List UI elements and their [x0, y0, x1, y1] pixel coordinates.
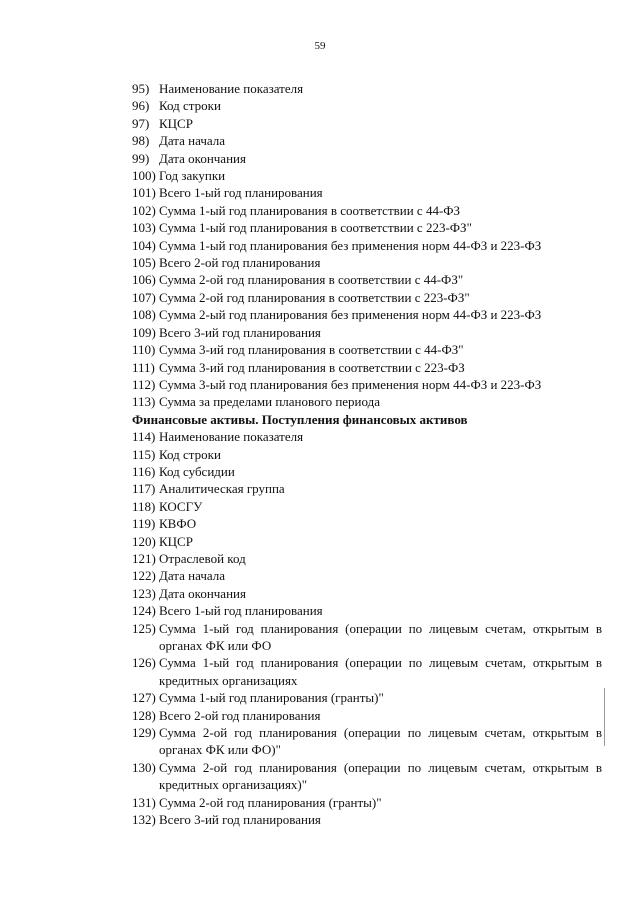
list-item [132, 724, 602, 759]
item-text: Код субсидии [159, 463, 235, 479]
item-text: Сумма за пределами планового периода [159, 394, 381, 410]
item-text: Всего 2-ой год планирования [159, 255, 321, 271]
item-number: 113) [132, 394, 156, 410]
list-item [132, 515, 602, 532]
list-section-b [132, 428, 602, 828]
list-item [132, 324, 602, 341]
item-number: 95) [132, 81, 150, 96]
item-number: 114) [132, 429, 156, 445]
item-number: 116) [132, 463, 156, 479]
item-text: Год закупки [159, 168, 226, 184]
item-text: Сумма 3-ый год планирования без применения норм 44-ФЗ и 223-ФЗ [159, 376, 542, 392]
list-item [132, 341, 602, 358]
list-item [132, 132, 602, 149]
item-number: 126) [132, 655, 156, 671]
item-text: Код строки [159, 98, 221, 114]
document-body [132, 80, 602, 828]
list-item [132, 567, 602, 584]
item-number: 102) [132, 202, 156, 218]
item-number: 124) [132, 603, 156, 619]
item-number: 120) [132, 533, 156, 549]
item-number: 108) [132, 307, 156, 323]
list-item [132, 707, 602, 724]
list-item [132, 585, 602, 602]
list-item [132, 237, 602, 254]
item-number: 109) [132, 324, 156, 340]
item-text: КЦСР [159, 533, 193, 549]
item-number: 127) [132, 690, 156, 706]
list-item [132, 759, 602, 794]
item-text: Сумма 2-ой год планирования (операции по лицевым счетам, открытым в кредитных организациях)" [159, 759, 602, 793]
item-number: 107) [132, 289, 156, 305]
list-item [132, 97, 602, 114]
item-number: 101) [132, 185, 156, 201]
list-item [132, 271, 602, 288]
item-text: Сумма 1-ый год планирования (операции по лицевым счетам, открытым в кредитных организациях [159, 655, 602, 688]
item-number: 123) [132, 585, 156, 601]
list-item [132, 602, 602, 619]
item-number: 96) [132, 98, 150, 114]
item-text: Всего 1-ый год планирования [159, 603, 323, 619]
list-item [132, 254, 602, 271]
list-section-a [132, 80, 602, 411]
item-number: 103) [132, 220, 156, 236]
list-item [132, 359, 602, 376]
item-text: Сумма 1-ый год планирования в соответствии с 223-ФЗ" [159, 220, 472, 236]
list-item [132, 306, 602, 323]
item-number: 105) [132, 255, 156, 271]
list-item [132, 533, 602, 550]
item-text: Сумма 1-ый год планирования в соответствии с 44-ФЗ [159, 202, 461, 218]
item-number: 100) [132, 168, 156, 184]
section-heading: Финансовые активы. Поступления финансовых активов [132, 411, 468, 427]
item-number: 110) [132, 342, 156, 358]
item-number: 129) [132, 725, 156, 741]
item-number: 104) [132, 237, 156, 253]
item-text: Всего 3-ий год планирования [159, 324, 321, 340]
item-text: Код строки [159, 446, 221, 462]
list-item [132, 463, 602, 480]
list-item [132, 219, 602, 236]
list-item [132, 428, 602, 445]
item-number: 122) [132, 568, 156, 584]
item-number: 99) [132, 150, 150, 166]
item-number: 111) [132, 359, 155, 375]
item-number: 125) [132, 620, 156, 636]
item-text: Сумма 2-ый год планирования без применения норм 44-ФЗ и 223-ФЗ [159, 307, 542, 323]
list-item [132, 794, 602, 811]
item-text: КОСГУ [159, 498, 203, 514]
list-item [132, 202, 602, 219]
list-item [132, 167, 602, 184]
item-text: Сумма 2-ой год планирования в соответствии с 44-ФЗ" [159, 272, 464, 288]
item-text: Наименование показателя [159, 429, 304, 445]
item-text: Сумма 2-ой год планирования (гранты)" [159, 794, 382, 810]
page-number: 59 [314, 40, 326, 52]
item-text: Всего 3-ий год планирования [159, 812, 321, 828]
item-number: 131) [132, 794, 156, 810]
item-text: Отраслевой код [159, 550, 246, 566]
list-item [132, 184, 602, 201]
item-text: Дата начала [159, 568, 226, 584]
list-item [132, 620, 602, 655]
list-item [132, 376, 602, 393]
item-text: Сумма 3-ий год планирования в соответствии с 223-ФЗ [159, 359, 465, 375]
item-text: Дата окончания [159, 585, 246, 601]
list-item [132, 115, 602, 132]
item-text: Наименование показателя [159, 81, 304, 96]
item-number: 118) [132, 498, 156, 514]
scan-edge-mark [604, 688, 605, 746]
list-item [132, 446, 602, 463]
list-item [132, 150, 602, 167]
item-text: КЦСР [159, 115, 193, 131]
item-number: 132) [132, 812, 156, 828]
item-text: Сумма 1-ый год планирования без применения норм 44-ФЗ и 223-ФЗ [159, 237, 542, 253]
list-item [132, 80, 602, 97]
item-text: Сумма 1-ый год планирования (гранты)" [159, 690, 384, 706]
list-item [132, 289, 602, 306]
item-number: 119) [132, 516, 156, 532]
list-item [132, 811, 602, 828]
list-item [132, 480, 602, 497]
list-item [132, 393, 602, 410]
item-text: Сумма 1-ый год планирования (операции по лицевым счетам, открытым в органах ФК или ФО [159, 620, 602, 653]
item-text: Сумма 3-ий год планирования в соответствии с 44-ФЗ" [159, 342, 464, 358]
list-item [132, 498, 602, 515]
item-number: 97) [132, 115, 150, 131]
item-text: Аналитическая группа [159, 481, 285, 497]
item-number: 106) [132, 272, 156, 288]
item-number: 112) [132, 376, 156, 392]
list-item [132, 654, 602, 689]
item-text: Всего 1-ый год планирования [159, 185, 323, 201]
list-item [132, 550, 602, 567]
item-number: 98) [132, 133, 150, 149]
item-number: 121) [132, 550, 156, 566]
item-number: 117) [132, 481, 156, 497]
item-number: 128) [132, 707, 156, 723]
list-item [132, 689, 602, 706]
item-text: Всего 2-ой год планирования [159, 707, 321, 723]
item-number: 130) [132, 759, 156, 775]
item-text: КВФО [159, 516, 197, 532]
item-text: Дата начала [159, 133, 226, 149]
item-text: Дата окончания [159, 150, 246, 166]
item-text: Сумма 2-ой год планирования (операции по лицевым счетам, открытым в органах ФК или ФО)" [159, 725, 602, 758]
item-text: Сумма 2-ой год планирования в соответствии с 223-ФЗ" [159, 289, 470, 305]
item-number: 115) [132, 446, 156, 462]
